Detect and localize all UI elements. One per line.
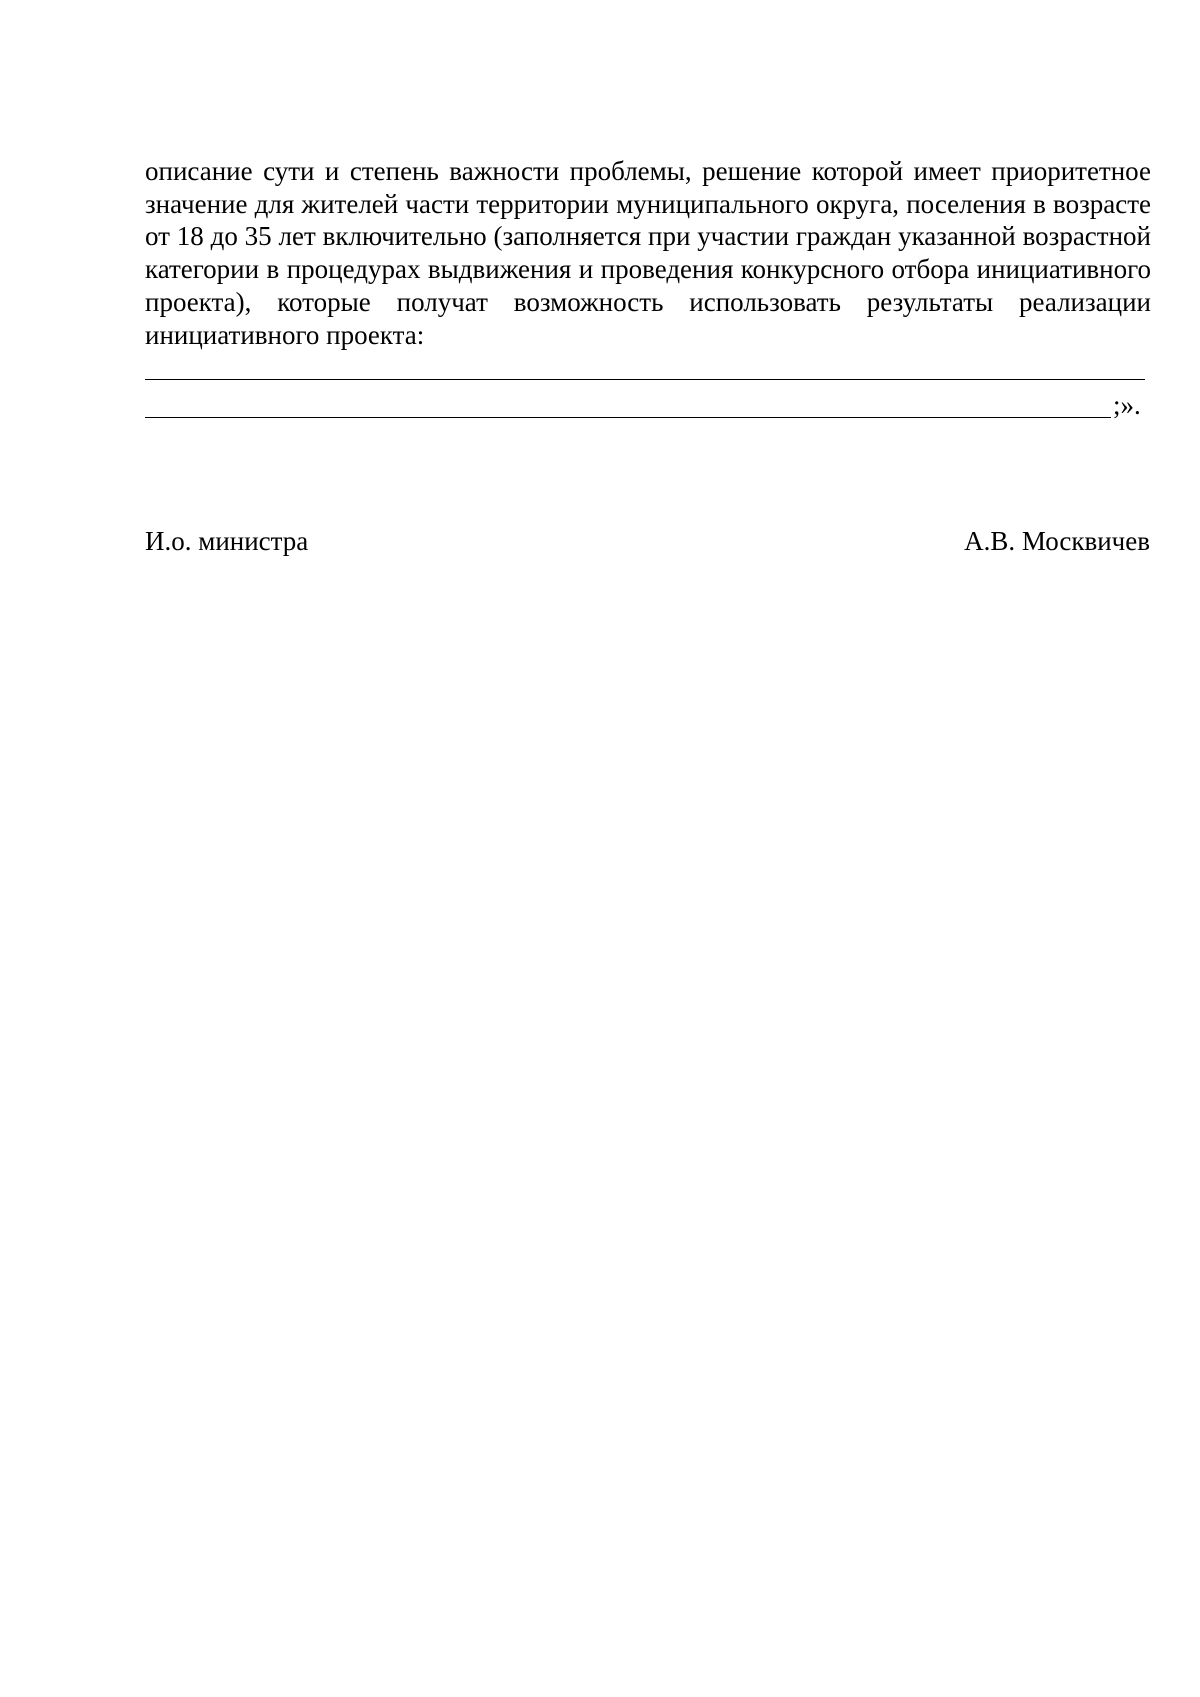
signatory-name: А.В. Москвичев (964, 526, 1150, 556)
body-paragraph: описание сути и степень важности проблемы, решение которой имеет приоритетное значение для жителей части территории муниципального округа, поселения в возрасте от 18 до 35 лет включительно (заполняется при участии граждан указанной возрастной категории в процедурах выдвижения и проведения конкурсного отбора инициативного проекта), которые получат возможность использовать результаты реализации инициативного проекта: (145, 156, 1151, 350)
signatory-title: И.о. министра (145, 526, 309, 556)
blank-fill-line (145, 417, 1111, 418)
blank-fill-line (145, 379, 1145, 380)
closing-punctuation: ;». (1113, 390, 1141, 420)
